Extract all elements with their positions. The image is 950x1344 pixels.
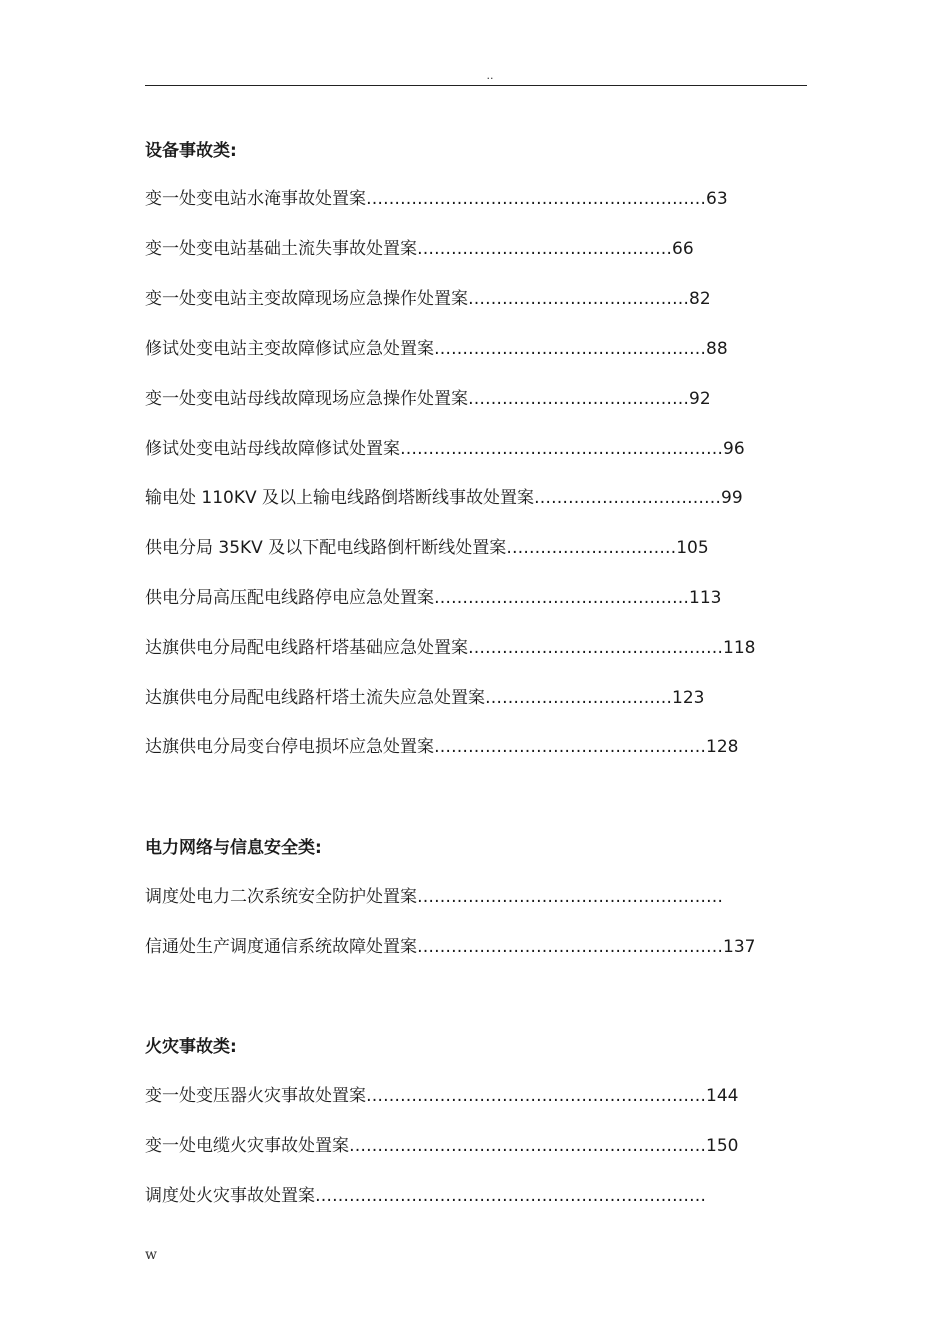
section-title-equipment: 设备事故类:: [145, 141, 237, 161]
toc-entry[interactable]: [145, 288, 711, 310]
toc-entry-title: 供电分局 35KV 及以下配电线路倒杆断线处置案: [145, 538, 507, 558]
toc-entry-title: 修试处变电站母线故障修试处置案: [145, 439, 400, 459]
toc-entry-title: 调度处电力二次系统安全防护处置案: [145, 887, 417, 907]
toc-leader-dots: ……………………………: [485, 688, 672, 708]
toc-entry-title: 修试处变电站主变故障修试应急处置案: [145, 339, 434, 359]
toc-entry[interactable]: [145, 487, 743, 509]
toc-entry-page: 118: [723, 638, 756, 658]
toc-entry[interactable]: [145, 1185, 706, 1207]
toc-entry-page: 92: [689, 389, 711, 409]
toc-entry[interactable]: [145, 238, 694, 260]
toc-leader-dots: ……………………………………………………: [366, 189, 706, 209]
toc-entry[interactable]: [145, 1135, 738, 1157]
toc-leader-dots: ………………………………………………………: [349, 1136, 706, 1156]
toc-entry-title: 调度处火灾事故处置案: [145, 1186, 315, 1206]
toc-entry-title: 达旗供电分局配电线路杆塔基础应急处置案: [145, 638, 468, 658]
toc-entry-page: 63: [706, 189, 728, 209]
toc-entry-title: 变一处变电站母线故障现场应急操作处置案: [145, 389, 468, 409]
toc-entry-title: 变一处变压器火灾事故处置案: [145, 1086, 366, 1106]
toc-entry[interactable]: [145, 188, 728, 210]
page-header-mark: ..: [486, 69, 494, 82]
toc-leader-dots: ………………………………………: [434, 588, 689, 608]
toc-leader-dots: ………………………………………: [417, 239, 672, 259]
toc-leader-dots: …………………………………: [468, 389, 689, 409]
toc-leader-dots: …………………………………………: [434, 737, 706, 757]
toc-leader-dots: ……………………………: [534, 488, 722, 508]
toc-entry-page: 150: [706, 1136, 739, 1156]
toc-entry-page: 82: [689, 289, 711, 309]
toc-entry-title: 供电分局高压配电线路停电应急处置案: [145, 588, 434, 608]
toc-entry[interactable]: [145, 637, 755, 659]
toc-entry-title: 变一处电缆火灾事故处置案: [145, 1136, 349, 1156]
toc-leader-dots: …………………………………: [468, 289, 689, 309]
toc-entry[interactable]: [145, 886, 723, 908]
section-title-network-security: 电力网络与信息安全类:: [145, 838, 322, 858]
toc-entry-title: 输电处 110KV 及以上输电线路倒塔断线事故处置案: [145, 488, 535, 508]
toc-leader-dots: …………………………………………………: [400, 439, 723, 459]
toc-entry-page: 105: [676, 538, 709, 558]
toc-entry[interactable]: [145, 587, 721, 609]
toc-entry[interactable]: [145, 388, 711, 410]
toc-entry-title: 变一处变电站基础土流失事故处置案: [145, 239, 417, 259]
toc-entry-title: 变一处变电站水淹事故处置案: [145, 189, 366, 209]
toc-leader-dots: ……………………………………………………………: [315, 1186, 706, 1206]
toc-entry-page: 113: [689, 588, 722, 608]
toc-entry-title: 达旗供电分局配电线路杆塔土流失应急处置案: [145, 688, 485, 708]
page-footer-mark: w: [145, 1247, 157, 1263]
toc-entry[interactable]: [145, 338, 728, 360]
toc-entry-page: 144: [706, 1086, 739, 1106]
toc-entry[interactable]: [145, 936, 755, 958]
toc-leader-dots: ………………………………………………: [417, 887, 723, 907]
toc-entry-page: 123: [672, 688, 705, 708]
toc-entry[interactable]: [145, 687, 704, 709]
toc-entry-page: 88: [706, 339, 728, 359]
toc-entry[interactable]: [145, 537, 709, 559]
toc-leader-dots: ………………………………………………: [417, 937, 723, 957]
toc-entry-title: 达旗供电分局变台停电损坏应急处置案: [145, 737, 434, 757]
toc-entry-page: 66: [672, 239, 694, 259]
toc-leader-dots: ………………………………………: [468, 638, 723, 658]
toc-leader-dots: …………………………: [506, 538, 677, 558]
header-rule: [145, 85, 807, 86]
toc-entry[interactable]: [145, 438, 745, 460]
toc-entry-page: 96: [723, 439, 745, 459]
toc-entry-page: 128: [706, 737, 739, 757]
toc-entry-page: 137: [723, 937, 756, 957]
toc-entry[interactable]: [145, 1085, 738, 1107]
toc-entry-title: 信通处生产调度通信系统故障处置案: [145, 937, 417, 957]
toc-entry-page: 99: [721, 488, 743, 508]
toc-leader-dots: …………………………………………: [434, 339, 706, 359]
toc-entry-title: 变一处变电站主变故障现场应急操作处置案: [145, 289, 468, 309]
toc-entry[interactable]: [145, 736, 738, 758]
toc-leader-dots: ……………………………………………………: [366, 1086, 706, 1106]
section-title-fire: 火灾事故类:: [145, 1037, 237, 1057]
